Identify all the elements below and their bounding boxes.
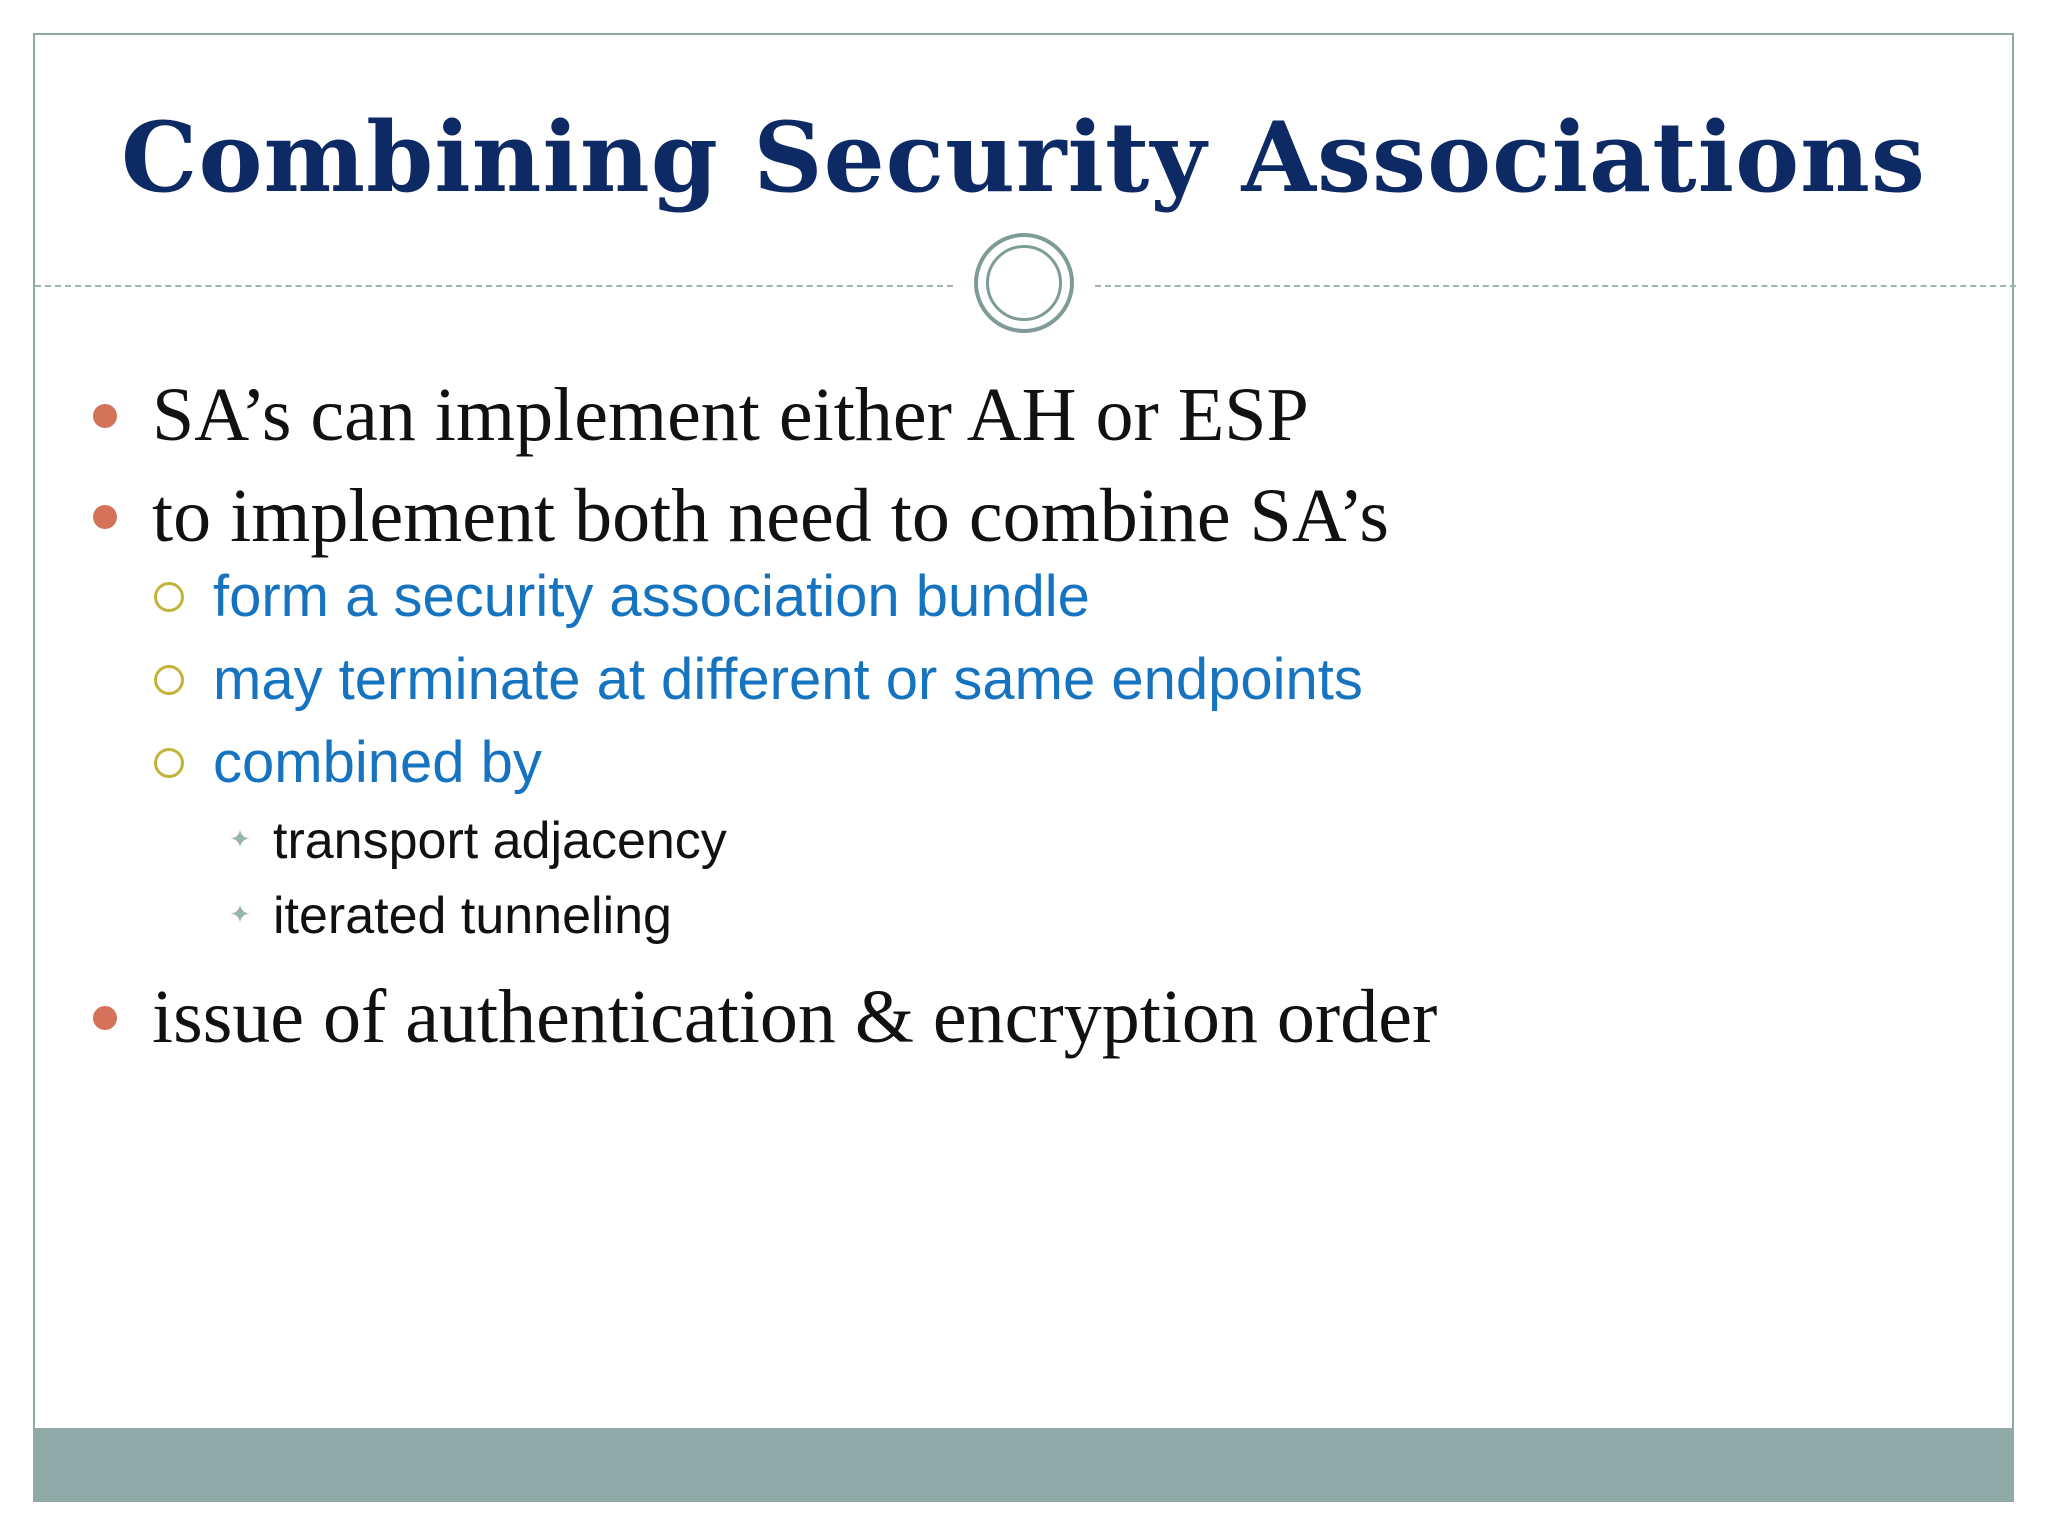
bullet-item: issue of authentication & encryption order	[152, 975, 1438, 1059]
bullet-item: to implement both need to combine SA’s	[152, 474, 1389, 558]
footer-accent-bar	[35, 1428, 2012, 1500]
sub-bullet-ring-icon	[154, 582, 184, 612]
sub-sub-bullet-item: transport adjacency	[273, 812, 727, 870]
divider-line-right	[1095, 285, 2016, 287]
bullet-dot-icon	[93, 404, 117, 428]
bullet-dot-icon	[93, 505, 117, 529]
sub-bullet-ring-icon	[154, 748, 184, 778]
divider-line-left	[35, 285, 953, 287]
sub-bullet-item: may terminate at different or same endpoints	[213, 647, 1363, 712]
sub-bullet-item: form a security association bundle	[213, 564, 1090, 629]
four-point-star-icon: ✦	[229, 825, 251, 855]
sub-sub-bullet-item: iterated tunneling	[273, 887, 672, 945]
bullet-item: SA’s can implement either AH or ESP	[152, 373, 1309, 457]
bullet-dot-icon	[93, 1006, 117, 1030]
slide-title: Combining Security Associations	[121, 101, 1926, 214]
sub-bullet-ring-icon	[154, 665, 184, 695]
four-point-star-icon: ✦	[229, 900, 251, 930]
sub-bullet-item: combined by	[213, 730, 542, 795]
double-ring-icon	[974, 233, 1074, 333]
slide	[33, 33, 2014, 1502]
